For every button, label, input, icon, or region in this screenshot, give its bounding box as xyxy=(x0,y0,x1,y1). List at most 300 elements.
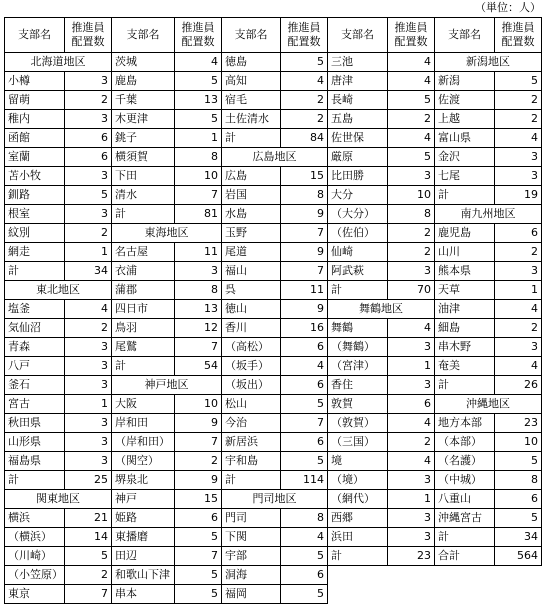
branch-name: 比田勝 xyxy=(328,167,388,186)
branch-name: 計 xyxy=(112,205,175,224)
branch-name: 東播磨 xyxy=(112,528,175,547)
branch-count: 2 xyxy=(281,110,328,129)
table-row xyxy=(5,452,542,471)
branch-count: 6 xyxy=(65,148,112,167)
header-count xyxy=(281,18,328,53)
branch-name: （関空） xyxy=(112,452,175,471)
branch-count: 5 xyxy=(388,91,435,110)
branch-name: （高松） xyxy=(222,338,281,357)
branch-name: 秋田県 xyxy=(5,414,65,433)
branch-count: 5 xyxy=(281,395,328,414)
branch-count: 2 xyxy=(495,110,542,129)
branch-name: 門司 xyxy=(222,509,281,528)
table-row xyxy=(5,186,542,205)
header-count-line1: 推進員 xyxy=(71,21,105,34)
branch-name: 根室 xyxy=(5,205,65,224)
branch-name: 計 xyxy=(222,129,281,148)
branch-name: 地方本部 xyxy=(435,414,495,433)
region-header: 関東地区 xyxy=(5,490,112,509)
branch-count: 19 xyxy=(495,186,542,205)
table-row xyxy=(5,281,542,300)
branch-name: 天草 xyxy=(435,281,495,300)
header-branch: 支部名 xyxy=(328,18,388,53)
branch-count: 34 xyxy=(495,528,542,547)
branch-name: 福山 xyxy=(222,262,281,281)
header-count xyxy=(388,18,435,53)
branch-name: 横須賀 xyxy=(112,148,175,167)
branch-name: 唐津 xyxy=(328,72,388,91)
table-row xyxy=(5,471,542,490)
branch-name: 大阪 xyxy=(112,395,175,414)
branch-name: 西郷 xyxy=(328,509,388,528)
table-row xyxy=(5,547,542,566)
table-row xyxy=(5,167,542,186)
branch-name: 計 xyxy=(435,376,495,395)
branch-count: 9 xyxy=(281,243,328,262)
table-row xyxy=(5,338,542,357)
region-header: 南九州地区 xyxy=(435,205,542,224)
branch-count: 4 xyxy=(175,53,222,72)
branch-name: 宇部 xyxy=(222,547,281,566)
branch-name: 山川 xyxy=(435,243,495,262)
branch-name: 田辺 xyxy=(112,547,175,566)
branch-count: 1 xyxy=(388,357,435,376)
branch-name: 計 xyxy=(112,357,175,376)
empty-cell xyxy=(495,585,542,604)
branch-count: 7 xyxy=(175,338,222,357)
branch-count: 10 xyxy=(388,186,435,205)
branch-name: 熊本県 xyxy=(435,262,495,281)
branch-count: 6 xyxy=(495,224,542,243)
branch-count: 2 xyxy=(175,452,222,471)
branch-count: 7 xyxy=(281,224,328,243)
branch-name: 計 xyxy=(435,186,495,205)
branch-count: 114 xyxy=(281,471,328,490)
branch-count: 3 xyxy=(495,148,542,167)
header-count-line1: 推進員 xyxy=(181,21,215,34)
branch-name: 山形県 xyxy=(5,433,65,452)
branch-count: 6 xyxy=(281,338,328,357)
branch-count: 4 xyxy=(65,300,112,319)
branch-name: 尾鷲 xyxy=(112,338,175,357)
branch-name: 仙崎 xyxy=(328,243,388,262)
region-header: 舞鶴地区 xyxy=(328,300,435,319)
table-row xyxy=(5,72,542,91)
branch-count: 2 xyxy=(388,224,435,243)
branch-count: 7 xyxy=(281,414,328,433)
branch-count: 3 xyxy=(495,167,542,186)
branch-count: 2 xyxy=(388,433,435,452)
branch-name: 千葉 xyxy=(112,91,175,110)
branch-name: 衣浦 xyxy=(112,262,175,281)
branch-name: （岸和田） xyxy=(112,433,175,452)
region-header: 東海地区 xyxy=(112,224,222,243)
branch-name: 岸和田 xyxy=(112,414,175,433)
empty-cell xyxy=(328,585,388,604)
branch-name: 佐渡 xyxy=(435,91,495,110)
header-count-line1: 推進員 xyxy=(394,21,428,34)
branch-count: 4 xyxy=(388,53,435,72)
table-row xyxy=(5,262,542,281)
branch-count: 5 xyxy=(65,186,112,205)
branch-count: 11 xyxy=(175,243,222,262)
branch-name: 岩国 xyxy=(222,186,281,205)
branch-count: 5 xyxy=(175,528,222,547)
branch-name: 福島県 xyxy=(5,452,65,471)
branch-name: 大分 xyxy=(328,186,388,205)
branch-count: 16 xyxy=(281,319,328,338)
branch-count: 3 xyxy=(65,433,112,452)
branch-count: 7 xyxy=(175,547,222,566)
table-row xyxy=(5,53,542,72)
branch-name: （坂手） xyxy=(222,357,281,376)
branch-name: 計 xyxy=(222,471,281,490)
branch-count: 3 xyxy=(388,167,435,186)
branch-name: 計 xyxy=(435,528,495,547)
branch-count: 3 xyxy=(65,414,112,433)
branch-count: 2 xyxy=(388,110,435,129)
branch-count: 54 xyxy=(175,357,222,376)
branch-name: 姫路 xyxy=(112,509,175,528)
branch-count: 3 xyxy=(65,205,112,224)
branch-count: 3 xyxy=(388,528,435,547)
branch-count: 10 xyxy=(175,395,222,414)
branch-name: 木更津 xyxy=(112,110,175,129)
branch-count: 6 xyxy=(388,395,435,414)
unit-label: （単位：人） xyxy=(475,1,541,14)
branch-count: 4 xyxy=(281,72,328,91)
branch-name: 呉 xyxy=(222,281,281,300)
branch-count: 3 xyxy=(495,338,542,357)
branch-count: 1 xyxy=(388,490,435,509)
branch-count: 2 xyxy=(65,224,112,243)
branch-name: （小笠原） xyxy=(5,566,65,585)
table-row xyxy=(5,509,542,528)
branch-count: 6 xyxy=(495,490,542,509)
empty-cell xyxy=(435,585,495,604)
branch-name: 洞海 xyxy=(222,566,281,585)
branch-count: 70 xyxy=(388,281,435,300)
branch-name: 合計 xyxy=(435,547,495,566)
branch-count: 3 xyxy=(65,338,112,357)
region-header: 北海道地区 xyxy=(5,53,112,72)
header-count xyxy=(65,18,112,53)
branch-count: 3 xyxy=(175,262,222,281)
branch-count: 3 xyxy=(65,376,112,395)
table-row xyxy=(5,148,542,167)
branch-name: 八重山 xyxy=(435,490,495,509)
branch-count: 13 xyxy=(175,300,222,319)
header-count-line2: 配置数 xyxy=(501,35,535,48)
table-row xyxy=(5,433,542,452)
branch-name: 広島 xyxy=(222,167,281,186)
branch-count: 1 xyxy=(175,129,222,148)
branch-name: 沖縄宮古 xyxy=(435,509,495,528)
branch-count: 3 xyxy=(388,471,435,490)
branch-count: 5 xyxy=(281,53,328,72)
branch-name: （宮津） xyxy=(328,357,388,376)
table-row xyxy=(5,224,542,243)
header-branch: 支部名 xyxy=(5,18,65,53)
branch-count: 4 xyxy=(281,357,328,376)
branch-count: 2 xyxy=(495,243,542,262)
branch-count: 1 xyxy=(65,243,112,262)
branch-name: 徳山 xyxy=(222,300,281,319)
branch-name: 計 xyxy=(328,281,388,300)
branch-name: 香住 xyxy=(328,376,388,395)
branch-count: 7 xyxy=(175,186,222,205)
header-count-line1: 推進員 xyxy=(501,21,535,34)
branch-count: 6 xyxy=(281,433,328,452)
branch-name: 上越 xyxy=(435,110,495,129)
branch-count: 23 xyxy=(388,547,435,566)
branch-count: 15 xyxy=(175,490,222,509)
branch-count: 2 xyxy=(65,91,112,110)
region-header: 門司地区 xyxy=(222,490,328,509)
branch-name: 宮古 xyxy=(5,395,65,414)
branch-name: 蒲郡 xyxy=(112,281,175,300)
branch-name: 浜田 xyxy=(328,528,388,547)
branch-count: 5 xyxy=(495,452,542,471)
region-header: 広島地区 xyxy=(222,148,328,167)
branch-count: 9 xyxy=(281,300,328,319)
branch-name: 下関 xyxy=(222,528,281,547)
branch-name: 串本 xyxy=(112,585,175,604)
branch-count: 8 xyxy=(495,471,542,490)
branch-count: 9 xyxy=(281,205,328,224)
header-count-line1: 推進員 xyxy=(287,21,321,34)
branch-name: 境 xyxy=(328,452,388,471)
branch-name: 串木野 xyxy=(435,338,495,357)
branch-name: 厳原 xyxy=(328,148,388,167)
branch-name: 松山 xyxy=(222,395,281,414)
table-row xyxy=(5,300,542,319)
branch-name: 小樽 xyxy=(5,72,65,91)
table-row xyxy=(5,585,542,604)
branch-count: 23 xyxy=(495,414,542,433)
branch-name: （本部） xyxy=(435,433,495,452)
branch-count: 5 xyxy=(388,148,435,167)
table-row xyxy=(5,319,542,338)
branch-name: （境） xyxy=(328,471,388,490)
branch-name: 室蘭 xyxy=(5,148,65,167)
branch-name: 紋別 xyxy=(5,224,65,243)
branch-count: 6 xyxy=(281,566,328,585)
table-row xyxy=(5,395,542,414)
branch-name: 香川 xyxy=(222,319,281,338)
region-header: 新潟地区 xyxy=(435,53,542,72)
header-count-line2: 配置数 xyxy=(287,35,321,48)
branch-count: 5 xyxy=(175,110,222,129)
header-count-line2: 配置数 xyxy=(394,35,428,48)
branch-count: 4 xyxy=(388,129,435,148)
branch-name: 鳥羽 xyxy=(112,319,175,338)
branch-count: 5 xyxy=(65,547,112,566)
branch-name: 尾道 xyxy=(222,243,281,262)
header-row xyxy=(5,18,542,53)
branch-name: 留萌 xyxy=(5,91,65,110)
branch-name: 名古屋 xyxy=(112,243,175,262)
table-row xyxy=(5,110,542,129)
branch-count: 14 xyxy=(65,528,112,547)
branch-count: 4 xyxy=(495,129,542,148)
branch-name: 四日市 xyxy=(112,300,175,319)
branch-count: 9 xyxy=(175,471,222,490)
table-row xyxy=(5,490,542,509)
branch-count: 26 xyxy=(495,376,542,395)
branch-name: 玉野 xyxy=(222,224,281,243)
branch-name: 金沢 xyxy=(435,148,495,167)
header-branch: 支部名 xyxy=(435,18,495,53)
branch-count: 7 xyxy=(175,433,222,452)
region-header: 東北地区 xyxy=(5,281,112,300)
branch-name: 神戸 xyxy=(112,490,175,509)
branch-name: 横浜 xyxy=(5,509,65,528)
branch-name: 釧路 xyxy=(5,186,65,205)
branch-count: 4 xyxy=(388,452,435,471)
branch-name: 稚内 xyxy=(5,110,65,129)
branch-name: 土佐清水 xyxy=(222,110,281,129)
branch-name: （舞鶴） xyxy=(328,338,388,357)
branch-count: 3 xyxy=(65,167,112,186)
branch-count: 3 xyxy=(495,262,542,281)
table-row xyxy=(5,376,542,395)
branch-name: （名護） xyxy=(435,452,495,471)
branch-count: 10 xyxy=(175,167,222,186)
branch-count: 2 xyxy=(388,243,435,262)
branch-count: 8 xyxy=(388,205,435,224)
branch-name: 宿毛 xyxy=(222,91,281,110)
table-row xyxy=(5,91,542,110)
branch-count: 34 xyxy=(65,262,112,281)
branch-name: 計 xyxy=(5,262,65,281)
branch-count: 5 xyxy=(495,509,542,528)
branch-count: 564 xyxy=(495,547,542,566)
branch-count: 5 xyxy=(281,547,328,566)
branch-name: 下田 xyxy=(112,167,175,186)
branch-count: 13 xyxy=(175,91,222,110)
branch-name: 七尾 xyxy=(435,167,495,186)
branch-count: 5 xyxy=(281,585,328,604)
branch-name: 富山県 xyxy=(435,129,495,148)
branch-name: 高知 xyxy=(222,72,281,91)
branch-count: 84 xyxy=(281,129,328,148)
branch-name: （坂出） xyxy=(222,376,281,395)
branch-count: 3 xyxy=(388,262,435,281)
branch-count: 3 xyxy=(65,357,112,376)
branch-count: 10 xyxy=(495,433,542,452)
branch-count: 3 xyxy=(388,376,435,395)
header-branch: 支部名 xyxy=(112,18,175,53)
header-count-line2: 配置数 xyxy=(181,35,215,48)
branch-count: 2 xyxy=(65,319,112,338)
branch-count: 7 xyxy=(281,262,328,281)
table-row xyxy=(5,357,542,376)
branch-name: 計 xyxy=(5,471,65,490)
branch-name: 茨城 xyxy=(112,53,175,72)
table-row xyxy=(5,129,542,148)
branch-name: 釜石 xyxy=(5,376,65,395)
branch-count: 6 xyxy=(65,129,112,148)
branch-name: 苫小牧 xyxy=(5,167,65,186)
header-count-line2: 配置数 xyxy=(71,35,105,48)
branch-count: 5 xyxy=(175,566,222,585)
empty-cell xyxy=(388,585,435,604)
branch-count: 3 xyxy=(388,338,435,357)
branch-name: 三池 xyxy=(328,53,388,72)
branch-count: 4 xyxy=(388,319,435,338)
branch-name: （中城） xyxy=(435,471,495,490)
table-row xyxy=(5,243,542,262)
branch-name: 油津 xyxy=(435,300,495,319)
branch-name: 気仙沼 xyxy=(5,319,65,338)
branch-count: 3 xyxy=(65,72,112,91)
branch-count: 5 xyxy=(175,72,222,91)
branch-name: 塩釜 xyxy=(5,300,65,319)
branch-count: 9 xyxy=(175,414,222,433)
branch-name: 宇和島 xyxy=(222,452,281,471)
branch-count: 3 xyxy=(65,452,112,471)
region-header: 神戸地区 xyxy=(112,376,222,395)
table-row xyxy=(5,205,542,224)
branch-name: （横浜） xyxy=(5,528,65,547)
branch-count: 5 xyxy=(495,72,542,91)
table-body xyxy=(5,18,542,604)
branch-count: 2 xyxy=(495,319,542,338)
branch-name: 佐世保 xyxy=(328,129,388,148)
branch-count: 5 xyxy=(281,452,328,471)
branch-count: 1 xyxy=(495,281,542,300)
branch-name: 長崎 xyxy=(328,91,388,110)
branch-name: （敦賀） xyxy=(328,414,388,433)
branch-name: 新居浜 xyxy=(222,433,281,452)
branch-name: （三国） xyxy=(328,433,388,452)
personnel-table xyxy=(4,17,542,604)
branch-count: 2 xyxy=(495,91,542,110)
branch-count: 8 xyxy=(175,281,222,300)
branch-count: 1 xyxy=(65,395,112,414)
region-header: 沖縄地区 xyxy=(435,395,542,414)
branch-count: 12 xyxy=(175,319,222,338)
branch-count: 8 xyxy=(281,186,328,205)
branch-name: （大分） xyxy=(328,205,388,224)
branch-count: 7 xyxy=(65,585,112,604)
branch-count: 5 xyxy=(175,585,222,604)
branch-name: 清水 xyxy=(112,186,175,205)
branch-name: 舞鶴 xyxy=(328,319,388,338)
branch-name: （網代） xyxy=(328,490,388,509)
branch-count: 81 xyxy=(175,205,222,224)
branch-name: 八戸 xyxy=(5,357,65,376)
branch-count: 3 xyxy=(388,509,435,528)
branch-name: 函館 xyxy=(5,129,65,148)
table-row xyxy=(5,528,542,547)
branch-name: 敦賀 xyxy=(328,395,388,414)
branch-count: 25 xyxy=(65,471,112,490)
branch-name: （川崎） xyxy=(5,547,65,566)
header-count xyxy=(495,18,542,53)
branch-count: 4 xyxy=(388,414,435,433)
branch-count: 6 xyxy=(281,376,328,395)
branch-name: 徳島 xyxy=(222,53,281,72)
branch-count: 8 xyxy=(175,148,222,167)
branch-count: 2 xyxy=(281,91,328,110)
branch-count: 6 xyxy=(175,509,222,528)
branch-name: 鹿児島 xyxy=(435,224,495,243)
header-branch: 支部名 xyxy=(222,18,281,53)
branch-name: 和歌山下津 xyxy=(112,566,175,585)
branch-count: 11 xyxy=(281,281,328,300)
